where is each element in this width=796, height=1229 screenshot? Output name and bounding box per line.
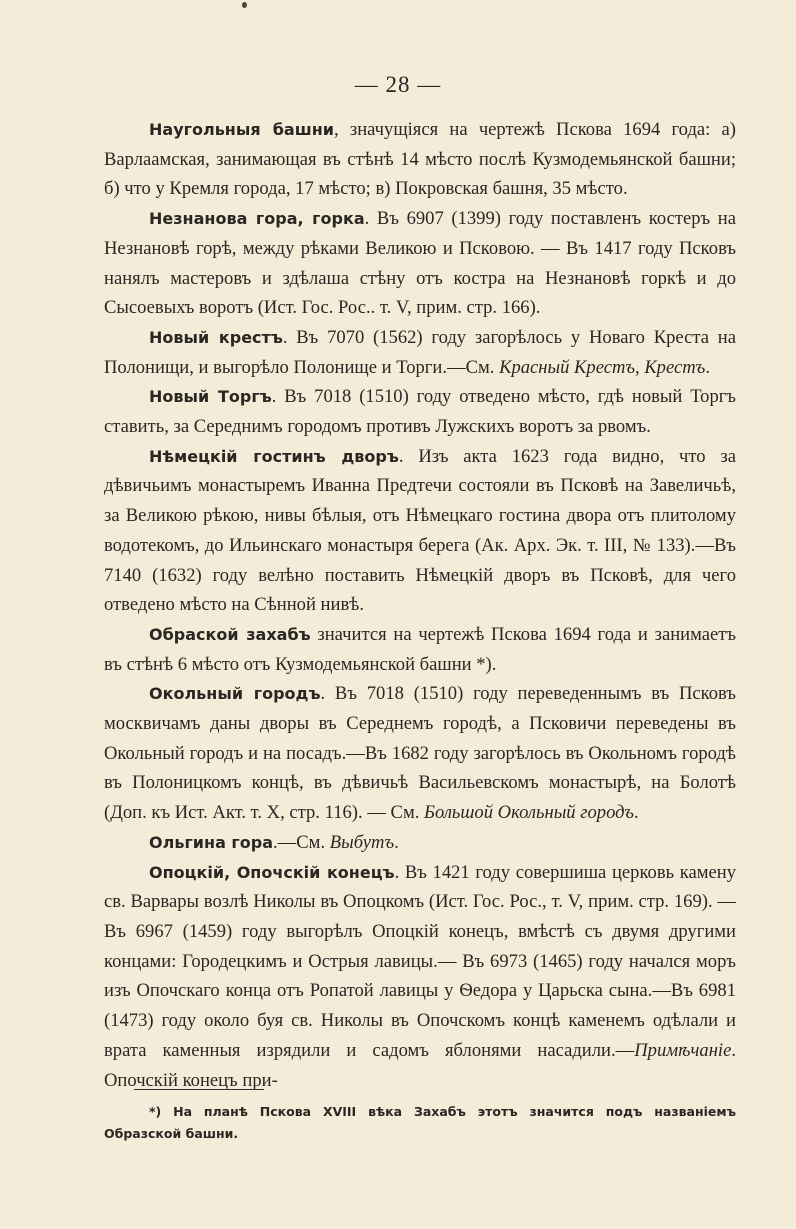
entry [104,620,736,679]
entry-text: . Въ 7018 (1510) году отведено мѣсто, гдѣ новый Торгъ ставить, за Середнимъ городомъ противъ Лужскихъ воротъ за рвомъ. [104,386,737,438]
entry [104,382,736,441]
dictionary-entries [104,115,736,1095]
cross-reference: Красный Крестъ, Крестъ [499,356,706,378]
cross-reference: Примѣчаніе [634,1039,732,1061]
ink-speck [242,2,247,8]
entry-tail: . Опочскій конецъ при- [104,1039,736,1091]
entry-heading: Наугольныя башни [149,120,334,139]
entry [104,858,736,1096]
entry-text: . Въ 7070 (1562) году загорѣлось у Новаго Креста на Полонищи, и выгорѣло Полонище и Торги.—См. [104,326,736,378]
entry-heading: Новый крестъ [149,327,283,347]
cross-reference: Выбутъ [329,831,395,853]
entry-heading: Новый Торгъ [149,387,272,407]
entry [104,679,736,828]
entry-heading: Нѣмецкій гостинъ дворъ [149,446,399,466]
entry-text: . Въ 1421 году совершиша церковь камену св. Варвары возлѣ Николы въ Опоцкомъ (Ист. Гос. Рос., т. V, прим. стр. 169). — Въ 6967 (1459) году выгорѣлъ Опоцкій конецъ, вмѣстѣ съ двумя другими концами: Городецкимъ и Острыя лавицы.— Въ 6973 (1465) году начался моръ изъ Опочскаго конца отъ Ропатой лавицы у Ѳедора у Царьска сына.—Въ 6981 (1473) году около буя св. Николы въ Опочскомъ концѣ каменемъ одѣлали и врата каменныя изрядили и садомъ яблонями насадили.— [104,861,737,1061]
entry-tail: . [633,802,639,824]
footnote-divider [134,1089,264,1090]
entry [104,323,736,382]
entry-text: , значущіяся на чертежѣ Пскова 1694 года: а) Варлаамская, занимающая въ стѣнѣ 14 мѣсто послѣ Кузмодемьянской башни; б) что у Кремля города, 17 мѣсто; в) Покровская башня, 35 мѣсто. [104,119,736,200]
entry [104,115,736,204]
entry-heading: Ольгина гора [149,832,274,852]
entry-heading: Обраской захабъ [149,624,311,644]
entry-text: . Въ 7018 (1510) году переведеннымъ въ Псковъ москвичамъ даны дворы въ Середнемъ городѣ, а Псковичи переведены въ Окольный городъ и на посадъ.—Въ 1682 году загорѣлось въ Окольномъ городѣ въ Полоницкомъ концѣ, въ дѣвичьѣ Васильевскомъ монастырѣ, на Болотѣ (Доп. къ Ист. Акт. т. X, стр. 116). — См. [104,683,736,824]
entry-text: значится на чертежѣ Пскова 1694 года и занимаетъ въ стѣнѣ 6 мѣсто отъ Кузмодемьянской башни *). [104,623,736,675]
page-number: — 28 — [354,72,442,97]
entry [104,204,736,323]
entry [104,828,736,858]
entry-heading: Незнанова гора, горка [149,209,365,229]
entry-tail: . [394,831,399,853]
footnote: *) На планѣ Пскова XVIII вѣка Захабъ этотъ значится подъ названіемъ Образской башни. [104,1104,736,1141]
entry-text: .—См. [273,831,330,853]
entry-text: . Изъ акта 1623 года видно, что за дѣвичьимъ монастыремъ Иванна Предтечи состояли въ Псковѣ на Завеличьѣ, за Великою рѣкою, нивы бѣлыя, отъ Нѣмецкаго гостина двора отъ плитолому водотекомъ, до Ильинскаго монастыря берега (Ак. Арх. Эк. т. III, № 133).—Въ 7140 (1632) году велѣно поставить Нѣмецкій дворъ въ Псковѣ, для чего отведено мѣсто на Сѣнной нивѣ. [104,445,737,616]
entry-heading: Опоцкій, Опочскій конецъ [149,862,395,882]
cross-reference: Большой Окольный городъ [424,802,634,824]
entry [104,442,736,620]
entry-text: . Въ 6907 (1399) году поставленъ костеръ на Незнановѣ горѣ, между рѣками Великою и Псковою. — Въ 1417 году Псковъ нанялъ мастеровъ и здѣлаша стѣну отъ костра на Незнановѣ горкѣ и до Сысоевыхъ воротъ (Ист. Гос. Рос.. т. V, прим. стр. 166). [104,208,736,319]
entry-heading: Окольный городъ [149,684,321,704]
entry-tail: . [705,356,710,378]
